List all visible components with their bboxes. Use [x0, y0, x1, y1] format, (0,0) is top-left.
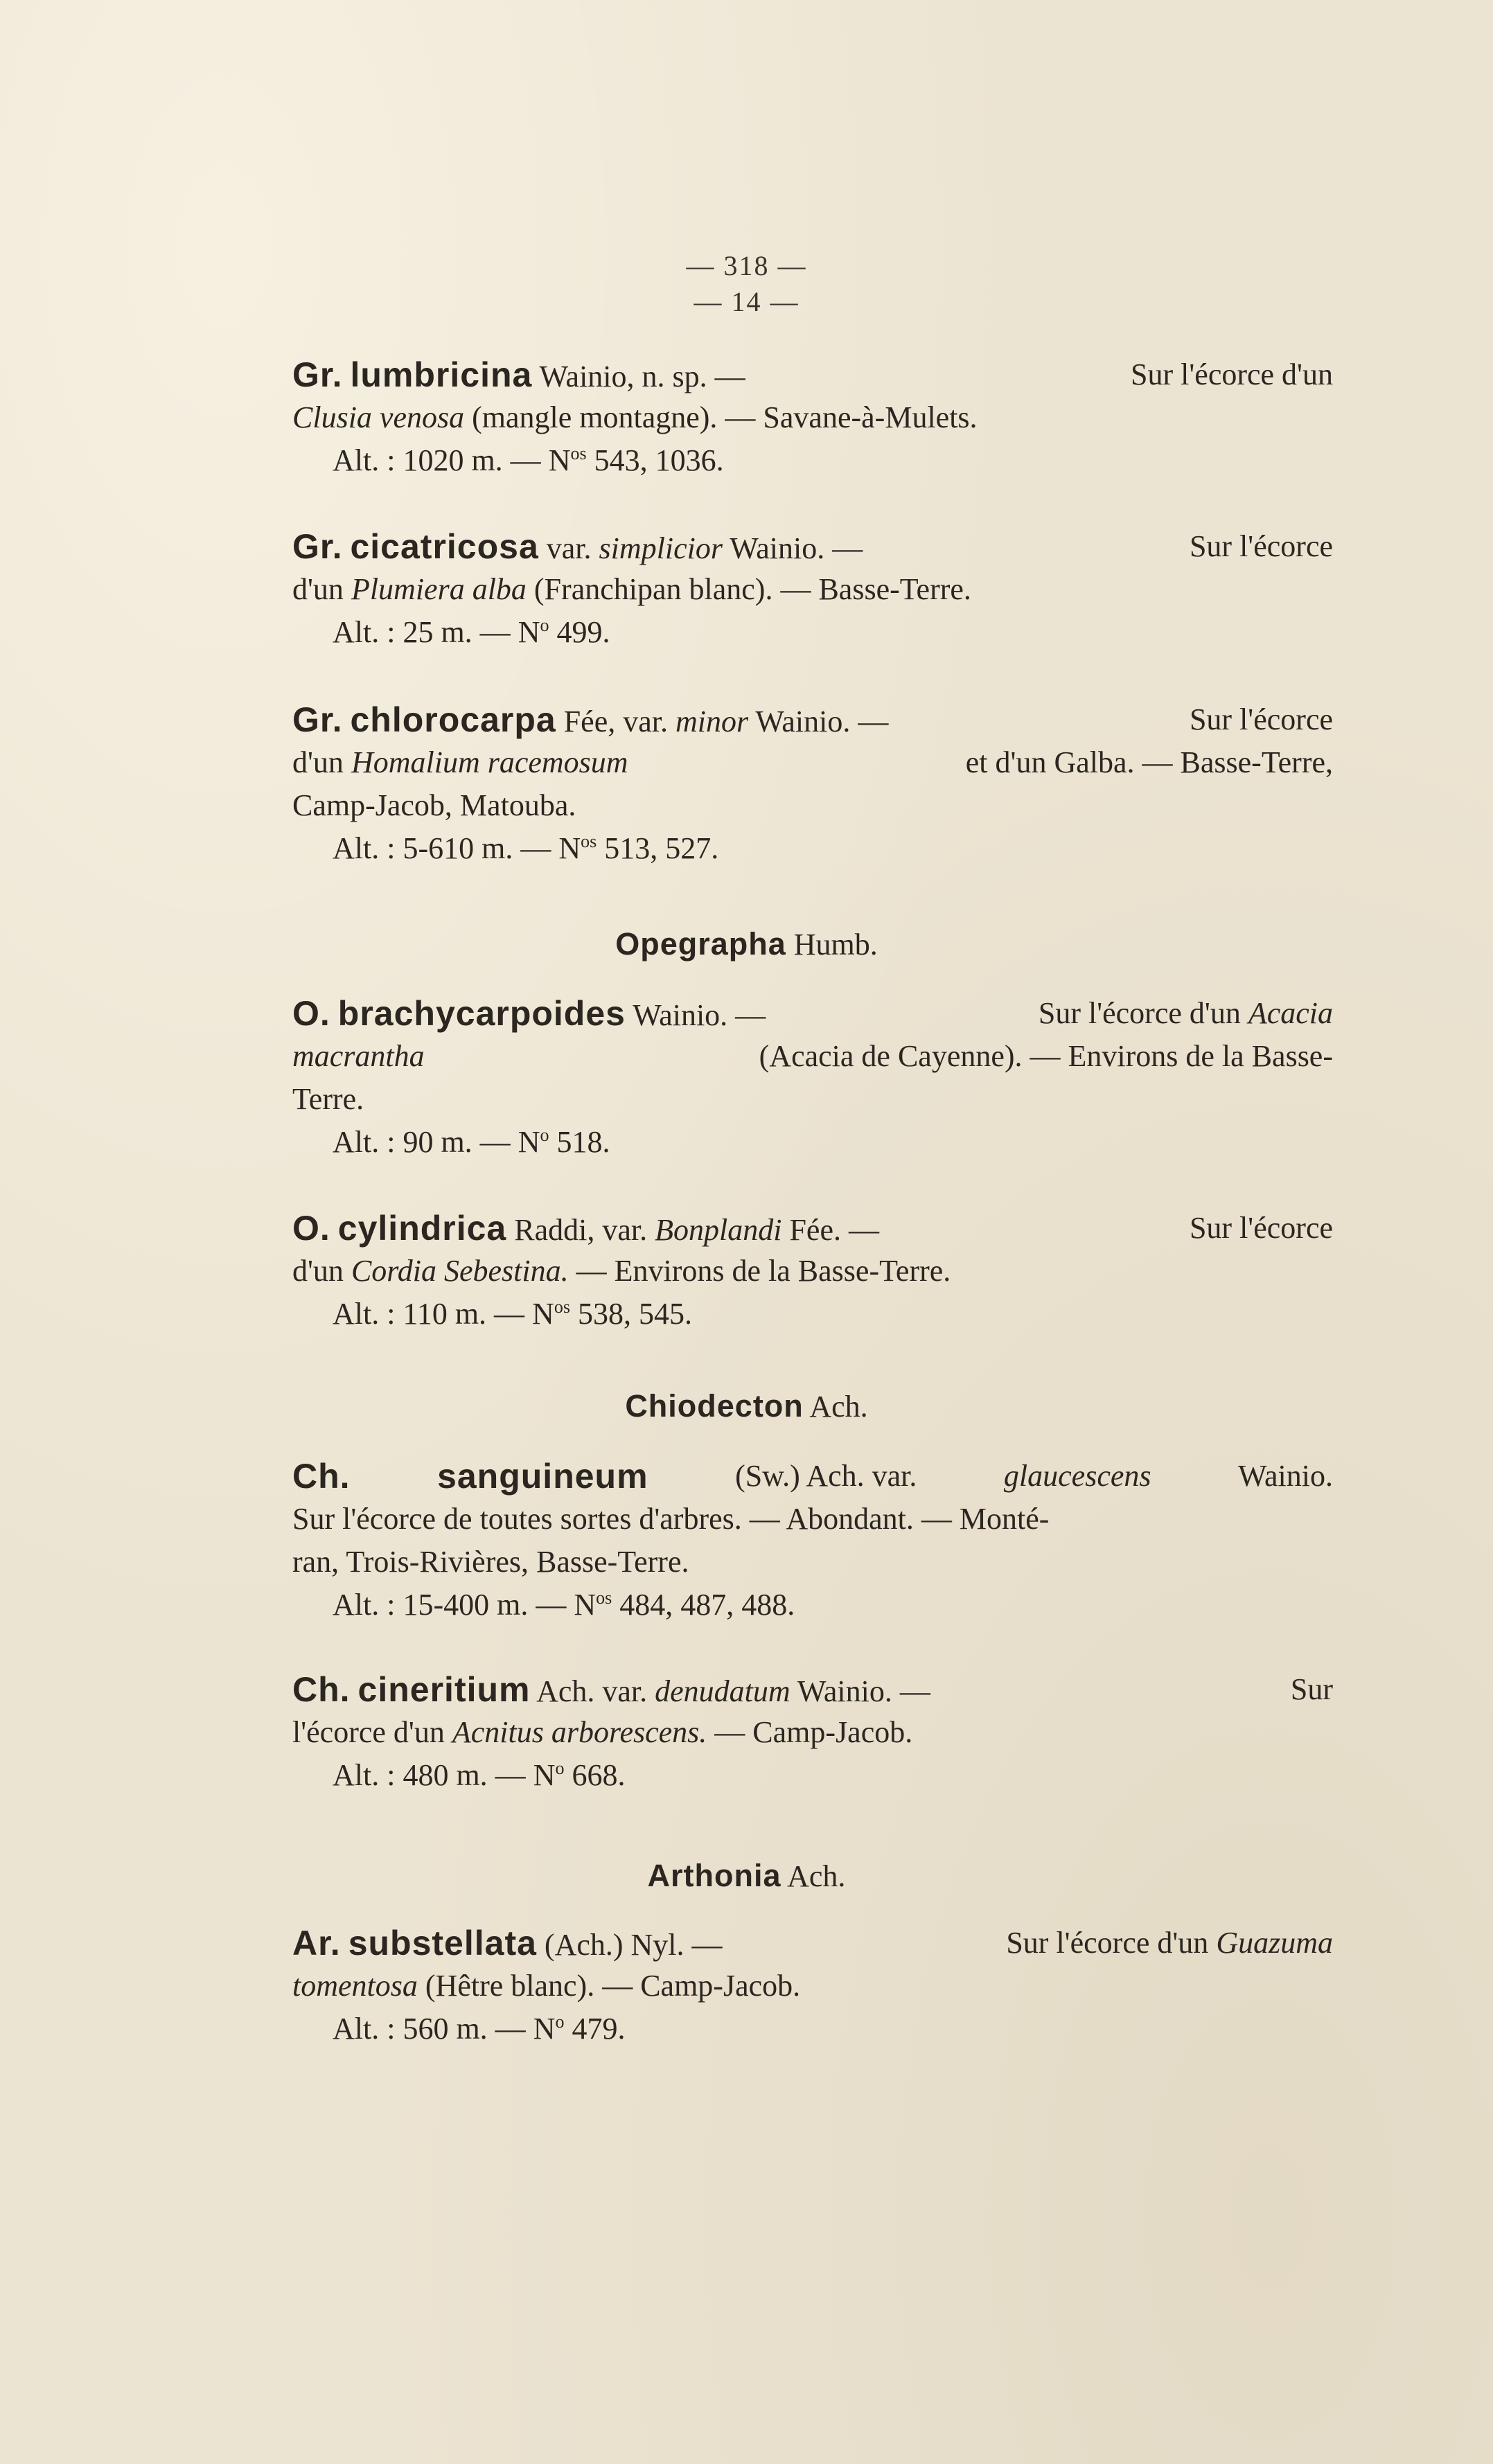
authority: Raddi, var. [514, 1213, 648, 1247]
host-name: Homalium racemosum [351, 745, 628, 779]
line-tail: Sur l'écorce d'un [1131, 357, 1333, 391]
number-prefix: N [532, 1297, 554, 1331]
authority: Wainio, n. sp. — [539, 360, 745, 393]
authority: Wainio. — [797, 1674, 930, 1708]
altitude: Alt. : 5-610 m. — [333, 831, 551, 865]
entry-line [292, 1710, 912, 1755]
number-prefix: N [574, 1588, 597, 1622]
genus-abbr: Ar. [292, 1924, 341, 1962]
genus-abbr: Gr. [292, 355, 343, 394]
host-name: Plumiera alba [351, 572, 527, 606]
genus-abbr: Ch. [292, 1670, 351, 1709]
host-name: Acacia [1248, 996, 1333, 1030]
line-tail: Sur l'écorce [1189, 529, 1333, 563]
altitude: Alt. : 1020 m. — [333, 443, 541, 477]
genus-abbr: Gr. [292, 700, 343, 739]
line-text: — Environs de la Basse-Terre. [576, 1254, 951, 1288]
line-text: l'écorce d'un [292, 1715, 445, 1749]
authority: (Ach.) Nyl. — [544, 1928, 723, 1962]
authority: Ach. var. [536, 1674, 648, 1708]
entry-line [292, 567, 971, 612]
genus-name: Opegrapha [615, 926, 786, 961]
entry-line [292, 697, 1333, 743]
line-text: d'un [292, 745, 344, 779]
genus-authority: Humb. [793, 928, 878, 961]
altitude-line [333, 1753, 625, 1798]
altitude: Alt. : 110 m. — [333, 1297, 525, 1331]
number-prefix: N [518, 615, 540, 649]
entry-line [292, 1205, 1333, 1251]
genus-authority: Ach. [787, 1859, 846, 1893]
species-name: chlorocarpa [350, 700, 556, 739]
altitude: Alt. : 560 m. — [333, 2012, 526, 2046]
specimen-numbers: 668. [572, 1758, 626, 1792]
line-text: d'un [292, 1254, 344, 1288]
variety-name: minor [675, 704, 749, 738]
altitude-line [333, 1291, 692, 1337]
variety-word: var. [546, 531, 592, 565]
number-prefix: N [518, 1125, 540, 1159]
variety-name: simplicior [599, 531, 723, 565]
line-tail: Sur [1290, 1672, 1333, 1706]
authority: Fée. — [789, 1213, 879, 1247]
genus-abbr: Gr. [292, 527, 343, 566]
number-superscript: o [555, 1758, 565, 1778]
altitude-line [333, 1119, 610, 1165]
line-text: (Franchipan blanc). — Basse-Terre. [533, 572, 971, 606]
altitude-line [333, 438, 724, 484]
number-prefix: N [533, 2012, 556, 2046]
altitude-line [333, 610, 610, 655]
host-name: macrantha [292, 1039, 425, 1073]
altitude-line [333, 2006, 625, 2052]
line-text: (Hêtre blanc). — Camp-Jacob. [425, 1969, 801, 2003]
authority: Wainio. [1238, 1459, 1333, 1493]
genus-heading-opegrapha [0, 921, 1493, 967]
number-superscript: o [540, 1125, 549, 1145]
genus-name: Arthonia [647, 1858, 781, 1893]
line-text: (mangle montagne). — Savane-à-Mulets. [472, 400, 978, 434]
number-superscript: os [581, 831, 597, 851]
species-name: sanguineum [437, 1457, 648, 1496]
specimen-numbers: 484, 487, 488. [619, 1588, 795, 1622]
number-superscript: os [570, 443, 587, 463]
authority: Wainio. — [755, 704, 889, 738]
genus-heading-arthonia [0, 1853, 1493, 1899]
host-name: tomentosa [292, 1969, 418, 2003]
line-tail: Sur l'écorce [1189, 1211, 1333, 1245]
entry-line [292, 395, 978, 441]
number-superscript: os [596, 1588, 612, 1608]
line-tail: Sur l'écorce d'un [1038, 996, 1241, 1030]
specimen-numbers: 538, 545. [577, 1297, 692, 1331]
entry-line [292, 991, 1333, 1036]
specimen-numbers: 518. [556, 1125, 610, 1159]
variety-name: Bonplandi [655, 1213, 782, 1247]
genus-authority: Ach. [809, 1390, 868, 1424]
genus-abbr: O. [292, 1209, 330, 1248]
entry-line [292, 1453, 1333, 1499]
number-superscript: o [555, 2012, 565, 2032]
altitude-line [333, 1582, 795, 1628]
authority: Fée, var. [563, 704, 668, 738]
specimen-numbers: 543, 1036. [594, 443, 724, 477]
host-name: Guazuma [1216, 1926, 1333, 1960]
altitude-line [333, 826, 718, 871]
specimen-numbers: 513, 527. [604, 831, 719, 865]
line-text: d'un [292, 572, 344, 606]
line-tail: Sur l'écorce [1189, 702, 1333, 736]
line-text: — Camp-Jacob. [714, 1715, 913, 1749]
species-name: cylindrica [337, 1209, 507, 1248]
genus-abbr: Ch. [292, 1457, 351, 1496]
genus-name: Chiodecton [625, 1388, 804, 1424]
line-text: et d'un Galba. — Basse-Terre, [965, 745, 1333, 779]
genus-heading-chiodecton [0, 1383, 1493, 1429]
specimen-numbers: 499. [556, 615, 610, 649]
entry-line [292, 1920, 1333, 1966]
entry-line: ran, Trois-Rivières, Basse-Terre. [292, 1545, 689, 1579]
entry-line: Camp-Jacob, Matouba. [292, 788, 576, 822]
number-superscript: o [540, 615, 549, 635]
species-name: cicatricosa [350, 527, 539, 566]
page-number-primary: — 318 — [686, 250, 807, 281]
entry-line: Terre. [292, 1082, 364, 1116]
host-name: Cordia Sebestina. [351, 1254, 569, 1288]
altitude: Alt. : 480 m. — [333, 1758, 526, 1792]
species-name: brachycarpoides [337, 994, 626, 1033]
authority: Wainio. — [633, 998, 766, 1032]
altitude: Alt. : 25 m. — [333, 615, 511, 649]
entry-line [292, 524, 1333, 569]
number-superscript: os [554, 1297, 570, 1317]
number-prefix: N [548, 443, 571, 477]
variety-name: glaucescens [1003, 1459, 1151, 1493]
specimen-numbers: 479. [572, 2012, 626, 2046]
species-name: lumbricina [350, 355, 533, 394]
authority: Wainio. — [730, 531, 863, 565]
entry-line [292, 1034, 1333, 1079]
page-number-secondary: — 14 — [694, 286, 799, 317]
entry-line [292, 1248, 951, 1294]
variety-name: denudatum [655, 1674, 790, 1708]
entry-line [292, 740, 1333, 786]
altitude: Alt. : 90 m. — [333, 1125, 511, 1159]
host-name: Acnitus arborescens. [452, 1715, 707, 1749]
entry-line [292, 1963, 800, 2009]
host-name: Clusia venosa [292, 400, 465, 434]
species-name: cineritium [357, 1670, 531, 1709]
altitude: Alt. : 15-400 m. — [333, 1588, 567, 1622]
number-prefix: N [558, 831, 581, 865]
species-name: substellata [348, 1924, 537, 1962]
authority: (Sw.) Ach. var. [735, 1459, 917, 1493]
line-text: (Acacia de Cayenne). — Environs de la Basse- [759, 1039, 1333, 1073]
entry-line [292, 352, 1333, 398]
genus-abbr: O. [292, 994, 330, 1033]
number-prefix: N [533, 1758, 556, 1792]
entry-line: Sur l'écorce de toutes sortes d'arbres. — Abondant. — Monté- [292, 1502, 1050, 1536]
line-tail: Sur l'écorce d'un [1006, 1926, 1209, 1960]
entry-line [292, 1667, 1333, 1712]
